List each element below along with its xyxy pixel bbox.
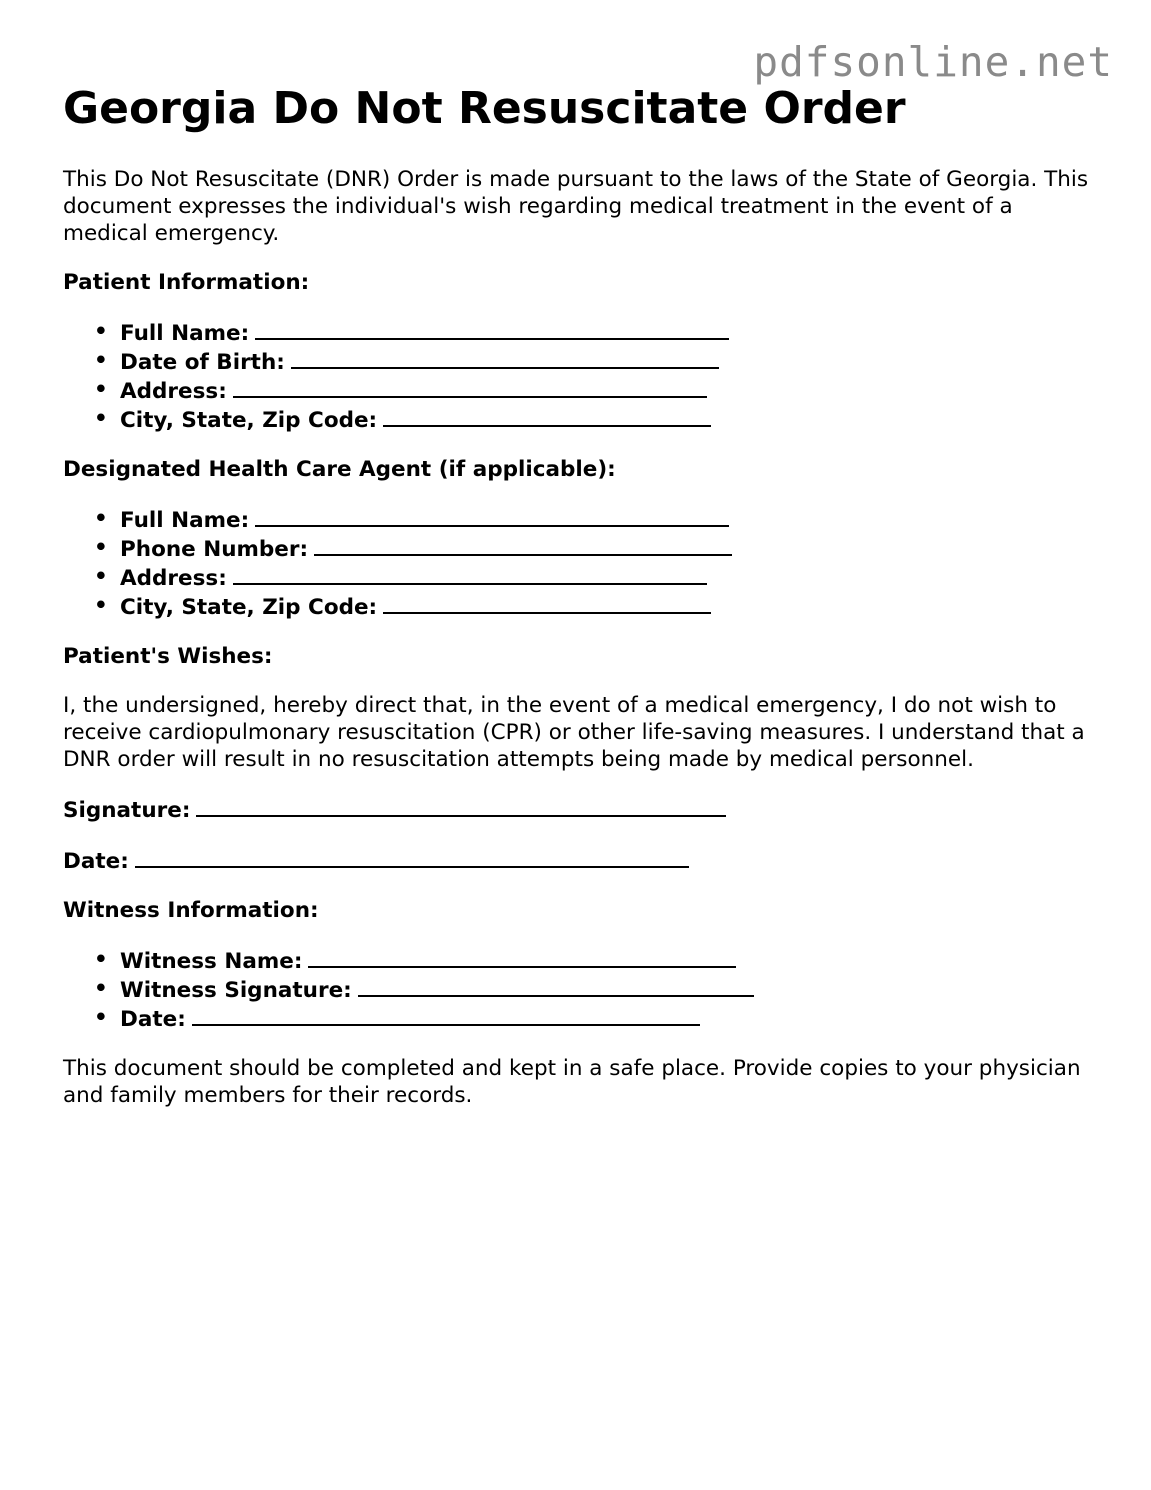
- bullet-icon: •: [94, 535, 108, 560]
- patient-info-heading: Patient Information:: [63, 270, 310, 295]
- agent-phone-blank[interactable]: [314, 534, 732, 556]
- patient-full-name-blank[interactable]: [255, 318, 729, 340]
- witness-date-field: [94, 1004, 1103, 1033]
- patient-dob-field: [94, 347, 1103, 376]
- wishes-heading: Patient's Wishes:: [63, 644, 273, 669]
- bullet-icon: •: [94, 319, 108, 344]
- patient-info-list: [63, 318, 1103, 434]
- date-blank[interactable]: [135, 846, 689, 868]
- wishes-paragraph: I, the undersigned, hereby direct that, in the event of a medical emergency, I do not wish to receive cardiopulmonary resuscitation (CPR) or other life-saving measures. I understand that a DNR order will result in no resuscitation attempts being made by medical personnel.: [63, 693, 1085, 772]
- bullet-icon: •: [94, 348, 108, 373]
- patient-city-state-zip-field: [94, 405, 1103, 434]
- witness-info-heading: Witness Information:: [63, 898, 319, 923]
- agent-address-blank[interactable]: [233, 563, 707, 585]
- patient-full-name-field: [94, 318, 1103, 347]
- bullet-icon: •: [94, 593, 108, 618]
- witness-signature-field: [94, 975, 1103, 1004]
- signature-blank[interactable]: [196, 795, 726, 817]
- agent-phone-field: [94, 534, 1103, 563]
- field-label: Witness Name:: [120, 949, 303, 974]
- field-label: Phone Number:: [120, 537, 309, 562]
- signature-field: [63, 795, 1103, 824]
- watermark: pdfsonline.net: [753, 38, 1113, 86]
- patient-dob-blank[interactable]: [291, 347, 719, 369]
- bullet-icon: •: [94, 377, 108, 402]
- date-label: Date:: [63, 849, 129, 874]
- field-label: Full Name:: [120, 321, 250, 346]
- field-label: Date:: [120, 1007, 186, 1032]
- bullet-icon: •: [94, 406, 108, 431]
- field-label: Address:: [120, 566, 227, 591]
- agent-full-name-blank[interactable]: [255, 505, 729, 527]
- bullet-icon: •: [94, 976, 108, 1001]
- agent-city-state-zip-blank[interactable]: [383, 592, 711, 614]
- bullet-icon: •: [94, 1005, 108, 1030]
- bullet-icon: •: [94, 564, 108, 589]
- bullet-icon: •: [94, 947, 108, 972]
- intro-paragraph: This Do Not Resuscitate (DNR) Order is made pursuant to the laws of the State of Georgia. This document expresses the individual's wish regarding medical treatment in the event of a medical emergency.: [63, 167, 1089, 246]
- field-label: Date of Birth:: [120, 350, 285, 375]
- agent-info-heading: Designated Health Care Agent (if applicable):: [63, 457, 616, 482]
- witness-signature-blank[interactable]: [358, 975, 754, 997]
- document-page: [63, 82, 1103, 1109]
- agent-info-list: [63, 505, 1103, 621]
- field-label: City, State, Zip Code:: [120, 595, 378, 620]
- agent-city-state-zip-field: [94, 592, 1103, 621]
- field-label: City, State, Zip Code:: [120, 408, 378, 433]
- field-label: Full Name:: [120, 508, 250, 533]
- patient-address-blank[interactable]: [233, 376, 707, 398]
- witness-name-field: [94, 946, 1103, 975]
- document-title: Georgia Do Not Resuscitate Order: [63, 83, 906, 134]
- patient-city-state-zip-blank[interactable]: [383, 405, 711, 427]
- agent-full-name-field: [94, 505, 1103, 534]
- patient-address-field: [94, 376, 1103, 405]
- date-field: [63, 846, 1103, 875]
- field-label: Address:: [120, 379, 227, 404]
- bullet-icon: •: [94, 506, 108, 531]
- signature-label: Signature:: [63, 798, 191, 823]
- witness-info-list: [63, 946, 1103, 1033]
- closing-paragraph: This document should be completed and kept in a safe place. Provide copies to your physician and family members for their records.: [63, 1056, 1081, 1108]
- agent-address-field: [94, 563, 1103, 592]
- witness-date-blank[interactable]: [192, 1004, 700, 1026]
- witness-name-blank[interactable]: [308, 946, 736, 968]
- field-label: Witness Signature:: [120, 978, 352, 1003]
